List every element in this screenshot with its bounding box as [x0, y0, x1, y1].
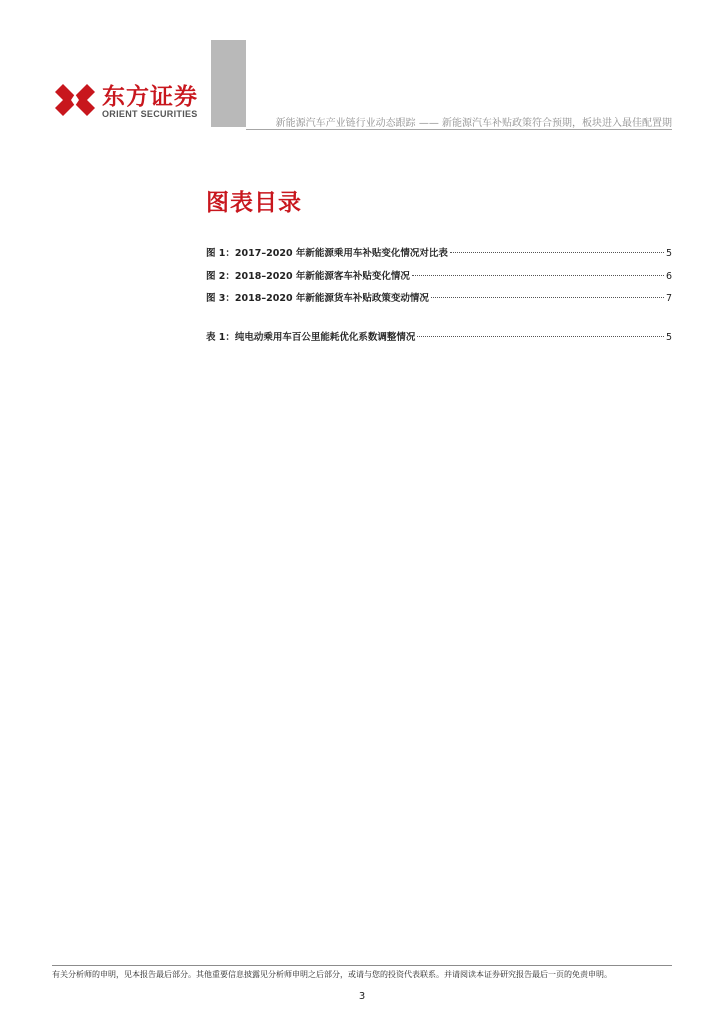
page-title: 图表目录 [206, 190, 302, 216]
toc-figure-entry[interactable] [206, 268, 672, 282]
toc-entry-page: 6 [665, 271, 672, 282]
footer-divider [52, 965, 672, 966]
toc-entry-label: 图 1：2017–2020 年新能源乘用车补贴变化情况对比表 [206, 248, 448, 259]
orient-securities-logo [54, 80, 214, 124]
header-divider [246, 129, 672, 130]
toc-dot-leader [417, 336, 664, 337]
footer-disclaimer: 有关分析师的申明，见本报告最后部分。其他重要信息披露见分析师申明之后部分，或请与您的投资代表联系。并请阅读本证券研究报告最后一页的免责申明。 [52, 970, 612, 979]
toc-entry-label: 图 3：2018–2020 年新能源货车补贴政策变动情况 [206, 293, 429, 304]
orient-securities-logo-icon [54, 80, 96, 120]
logo-english-name: ORIENT SECURITIES [102, 109, 198, 119]
toc-table-entry[interactable] [206, 329, 672, 343]
toc-dot-leader [431, 297, 664, 298]
page-number: 3 [358, 991, 366, 1002]
toc-figure-entry[interactable] [206, 290, 672, 304]
report-header-title: 新能源汽车产业链行业动态跟踪 —— 新能源汽车补贴政策符合预期，板块进入最佳配置期 [275, 118, 672, 129]
toc-dot-leader [450, 252, 664, 253]
toc-entry-label: 表 1：纯电动乘用车百公里能耗优化系数调整情况 [206, 332, 416, 343]
toc-entry-page: 5 [665, 332, 672, 343]
toc-figure-entry[interactable] [206, 245, 672, 259]
toc-dot-leader [412, 275, 664, 276]
toc-entry-page: 5 [665, 248, 672, 259]
toc-entry-label: 图 2：2018–2020 年新能源客车补贴变化情况 [206, 271, 410, 282]
logo-chinese-name: 东方证券 [102, 84, 198, 110]
header-gray-tab [211, 40, 246, 127]
toc-entry-page: 7 [665, 293, 672, 304]
